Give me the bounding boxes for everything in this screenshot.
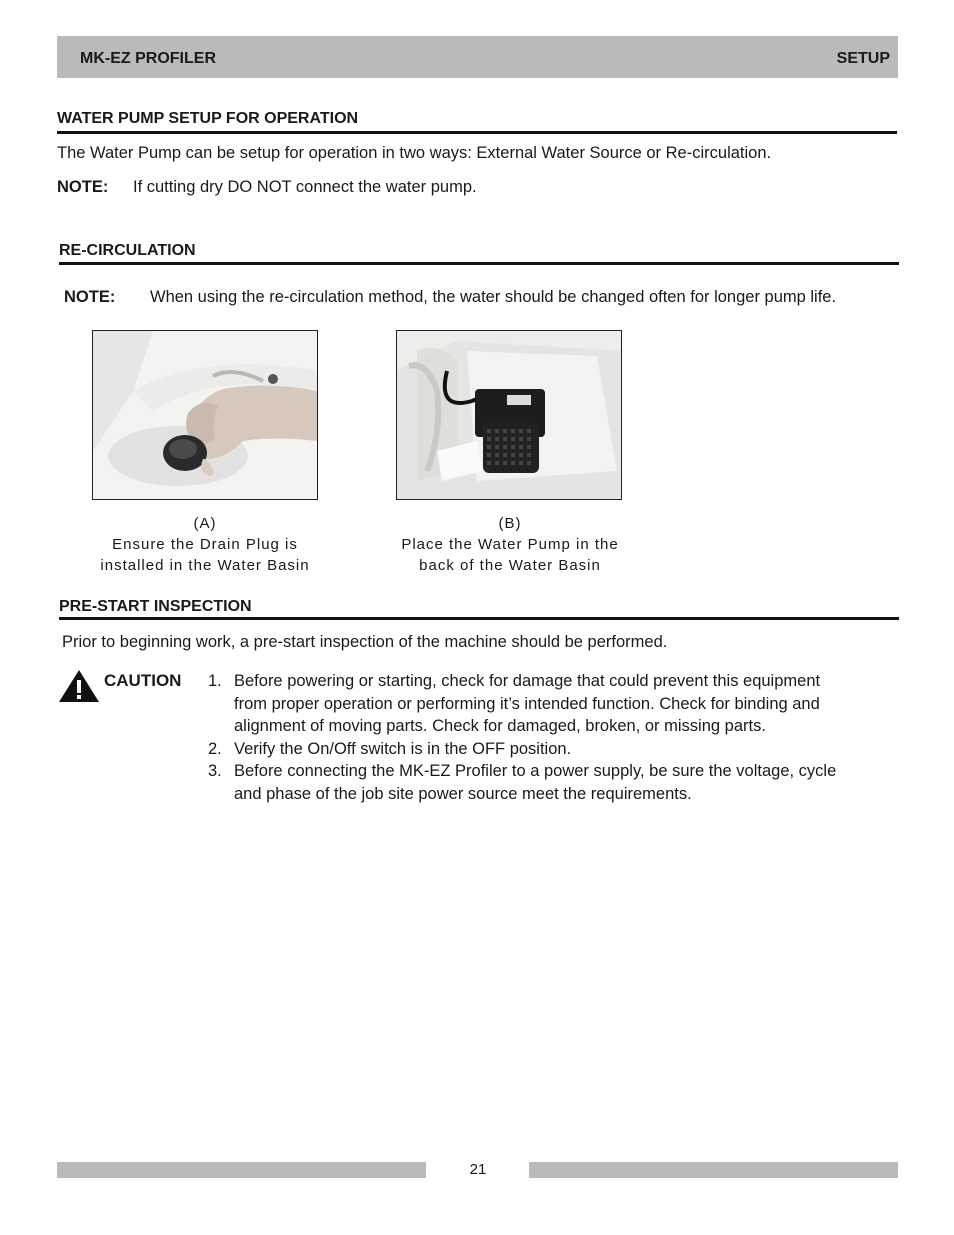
header-product-title: MK-EZ PROFILER xyxy=(80,50,216,67)
photo-drain-plug xyxy=(92,330,318,500)
footer-bar-left xyxy=(57,1162,426,1178)
caption-line: Place the Water Pump in the xyxy=(401,536,619,553)
note-text: If cutting dry DO NOT connect the water pump. xyxy=(133,178,477,196)
page-number: 21 xyxy=(469,1161,487,1178)
step-line: Verify the On/Off switch is in the OFF position. xyxy=(234,739,572,758)
section-title-water-pump: WATER PUMP SETUP FOR OPERATION xyxy=(57,110,359,127)
step-number: 1. xyxy=(208,672,222,690)
section-title-pre-start: PRE-START INSPECTION xyxy=(59,598,252,615)
step-line: alignment of moving parts. Check for damaged, broken, or missing parts. xyxy=(234,717,766,735)
step-number: 2. xyxy=(208,739,222,758)
header-section-title: SETUP xyxy=(836,50,890,67)
inspection-steps-list xyxy=(208,670,908,805)
figure-tag: (A) xyxy=(193,515,217,532)
section-title-recirculation: RE-CIRCULATION xyxy=(59,242,196,259)
list-item xyxy=(208,670,908,738)
caution-warning-icon xyxy=(58,669,100,703)
note-text: When using the re-circulation method, the water should be changed often for longer pump life. xyxy=(150,288,837,306)
water-pump-illustration xyxy=(397,331,621,499)
step-line: Before connecting the MK-EZ Profiler to a power supply, be sure the voltage, cycle xyxy=(234,762,837,780)
water-pump-intro: The Water Pump can be setup for operation in two ways: External Water Source or Re-circulation. xyxy=(57,144,772,162)
section-rule xyxy=(59,262,899,265)
figure-caption-b xyxy=(365,513,655,576)
footer-bar-right xyxy=(529,1162,898,1178)
caption-line: installed in the Water Basin xyxy=(100,557,310,574)
step-number: 3. xyxy=(208,762,222,780)
caption-line: back of the Water Basin xyxy=(419,557,601,574)
step-line: from proper operation or performing it’s intended function. Check for binding and xyxy=(234,694,820,713)
step-line: and phase of the job site power source meet the requirements. xyxy=(234,784,692,803)
caption-line: Ensure the Drain Plug is xyxy=(112,536,298,553)
step-line: Before powering or starting, check for damage that could prevent this equipment xyxy=(234,672,821,690)
figure-tag: (B) xyxy=(498,515,522,532)
note-label: NOTE: xyxy=(57,178,109,196)
caution-label: CAUTION xyxy=(104,671,182,690)
pre-start-intro: Prior to beginning work, a pre-start inspection of the machine should be performed. xyxy=(62,633,668,651)
photo-water-pump xyxy=(396,330,622,500)
drain-plug-illustration xyxy=(93,331,317,499)
list-item xyxy=(208,738,908,761)
figure-caption-a xyxy=(60,513,350,576)
note-label: NOTE: xyxy=(64,288,116,306)
list-item xyxy=(208,760,908,805)
section-rule xyxy=(57,131,897,134)
section-rule xyxy=(59,617,899,620)
